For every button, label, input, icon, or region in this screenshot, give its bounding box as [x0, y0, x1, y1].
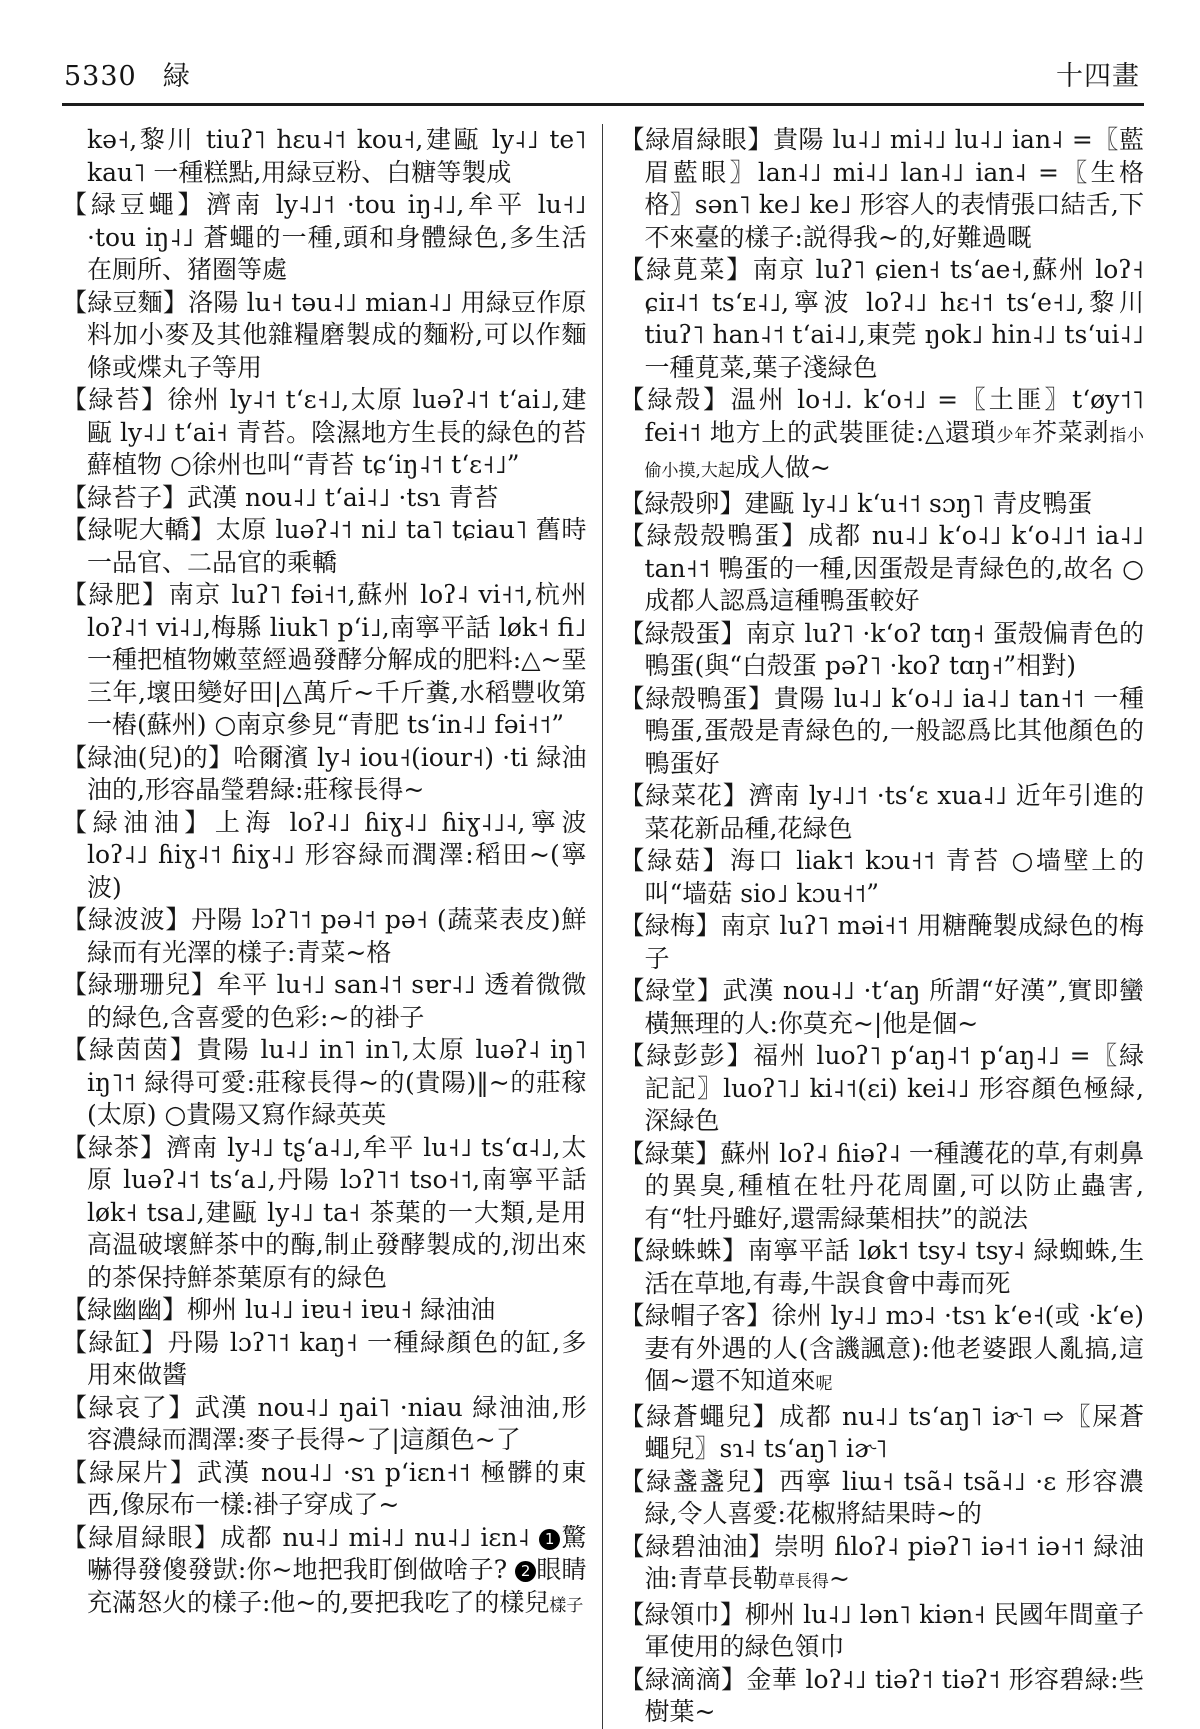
dictionary-entry	[620, 1040, 1145, 1138]
dictionary-entry	[62, 1457, 587, 1522]
dictionary-entry	[620, 683, 1145, 781]
entry-text: 南京 luʔ˥ məi˧˦ 用糖醃製成緑色的梅子	[644, 911, 1144, 973]
entry-headword: 【緑梅】	[619, 911, 721, 940]
entry-headword: 【緑眉緑眼】	[62, 1522, 221, 1552]
entry-text: kə˧,黎川 tiuʔ˥ hɛu˨˦ kou˧,建甌 ly˨˩ te˥ kau˥ 一種糕點,用緑豆粉、白糖等製成	[87, 125, 587, 187]
entry-headword: 【緑莧菜】	[619, 255, 753, 284]
entry-text: 柳州 lu˨˩ iɐu˧ iɐu˧ 緑油油	[187, 1295, 496, 1324]
entry-text: 南京 luʔ˥ ɕien˧ tsʻae˧,蘇州 loʔ˧ ɕiɪ˨˦ tsʻᴇ˨˩,寧波 loʔ˨˩ hɛ˧˦ tsʻe˧˩,黎川 tiuʔ˥ han˨˦ tʻai˨˩,東莞 ŋok˩ hin˨˩ tsʻui˨˩ 一種莧菜,葉子淺緑色	[644, 255, 1144, 382]
dictionary-entry	[62, 514, 587, 579]
entry-annotation-small: 少年	[996, 425, 1032, 446]
entry-headword: 【緑肥】	[62, 580, 169, 609]
entry-headword: 【緑菜花】	[619, 781, 749, 810]
dictionary-entry	[620, 1235, 1145, 1300]
dictionary-entry	[62, 287, 587, 385]
entry-text: 眼睛充滿怒火的樣子:他~的,要把我吃了的樣兒	[87, 1555, 587, 1617]
entry-text: 柳州 lu˨˩ lən˥ kiən˧ 民國年間童子軍使用的緑色領巾	[644, 1599, 1144, 1661]
entry-text: 西寧 liɯ˧ tsã˨ tsã˨˩ ·ɛ 形容濃緑,令人喜愛:花椒將結果時~的	[644, 1466, 1144, 1528]
entry-headword: 【緑蒼蠅兒】	[619, 1401, 780, 1431]
entry-headword: 【緑茵茵】	[62, 1035, 197, 1064]
entry-headword: 【緑盞盞兒】	[619, 1466, 780, 1496]
dictionary-entry	[62, 579, 587, 742]
dictionary-entry	[62, 124, 587, 189]
entry-headword: 【緑帽子客】	[619, 1301, 772, 1330]
dictionary-entry	[62, 1132, 587, 1295]
entry-headword: 【緑彭彭】	[619, 1041, 754, 1070]
dictionary-entry	[62, 1034, 587, 1132]
dictionary-entry	[620, 1466, 1145, 1531]
entry-annotation-small: 草長得	[777, 1572, 829, 1592]
dictionary-entry	[620, 1664, 1145, 1729]
left-column	[62, 124, 603, 1729]
dictionary-entry	[620, 845, 1145, 910]
entry-headword: 【緑茶】	[62, 1132, 167, 1162]
entry-text: 武漢 nou˨˩ tʻai˨˩ ·tsɿ 青苔	[187, 482, 499, 512]
dictionary-entry	[620, 124, 1145, 254]
dictionary-entry	[620, 384, 1145, 488]
dictionary-entry	[620, 488, 1145, 521]
entry-headword: 【緑堂】	[619, 976, 723, 1005]
entry-headword: 【緑碧油油】	[619, 1531, 774, 1561]
entry-headword: 【緑呢大轎】	[62, 515, 216, 544]
entry-headword: 【緑波波】	[62, 905, 192, 934]
entry-headword: 【緑屎片】	[62, 1457, 198, 1487]
dictionary-entry	[620, 780, 1145, 845]
circled-number: 2	[515, 1561, 536, 1582]
entry-headword: 【緑珊珊兒】	[62, 970, 217, 999]
entry-text: 南京 luʔ˥ ·kʻoʔ tɑŋ˧ 蛋殻偏青色的鴨蛋(與“白殻蛋 pəʔ˥ ·koʔ tɑŋ˧”相對)	[644, 618, 1144, 680]
entry-text: 蘇州 loʔ˨ ɦiəʔ˨ 一種護花的草,有刺鼻的異臭,種植在牡丹花周圍,可以防止蟲害,有“牡丹雖好,還需緑葉相扶”的説法	[644, 1138, 1144, 1233]
entry-text: 上海 loʔ˨˩ ɦiɣ˨˩ ɦiɣ˨˩˨,寧波 loʔ˨˩ ɦiɣ˨˦ ɦiɣ˨˩ 形容緑而潤澤:稻田~(寧波)	[87, 807, 587, 902]
entry-headword: 【緑滴滴】	[619, 1664, 747, 1694]
entry-text: 武漢 nou˨˩ ·tʻaŋ 所謂“好漢”,實即蠻橫無理的人:你莫充~|他是個~	[644, 976, 1144, 1038]
entry-text: 濟南 ly˨˩˦ ·tsʻɛ xua˨˩ 近年引進的菜花新品種,花緑色	[644, 781, 1144, 843]
text-columns	[62, 124, 1144, 1729]
entry-text: 徐州 ly˨˩ mɔ˨ ·tsɿ kʻe˧(或 ·kʻe) 妻有外遇的人(含譏諷意):他老婆跟人亂搞,這個~還不知道來	[644, 1301, 1144, 1395]
entry-annotation-small: 樣子	[549, 1595, 584, 1616]
entry-text: 洛陽 lu˧ təu˨˩ mian˨˩ 用緑豆作原料加小麥及其他雜糧磨製成的麵粉,可以作麵條或煠丸子等用	[87, 287, 587, 382]
dictionary-entry	[620, 1531, 1145, 1599]
entry-text: 崇明 ɦloʔ˨ piəʔ˥ iə˧˦ iə˧˦ 緑油油:青草長勒	[644, 1531, 1144, 1593]
entry-text: 貴陽 lu˨˩ kʻo˨˩ ia˨˩ tan˧˦ 一種鴨蛋,蛋殻是青緑色的,一般認爲比其他顏色的鴨蛋好	[644, 683, 1144, 778]
dictionary-entry	[62, 189, 587, 287]
dictionary-entry	[620, 1401, 1145, 1466]
dictionary-entry	[620, 618, 1145, 683]
entry-annotation-small: 指小偷小摸,大起	[644, 425, 1144, 481]
entry-headword: 【緑豆蠅】	[62, 190, 207, 219]
entry-text: ~	[828, 1564, 850, 1593]
dictionary-entry	[62, 482, 587, 515]
dictionary-entry	[620, 520, 1145, 618]
entry-text: 貴陽 lu˨˩ mi˨˩ lu˨˩ ian˨ =〖藍眉藍眼〗lan˨˩ mi˨˩ lan˨˩ ian˨ =〖生格格〗sən˥ ke˩ ke˩ 形容人的表情張口結舌,下不來臺的樣子:説得我~的,好難過嘅	[644, 125, 1144, 252]
entry-text: 徐州 ly˨˦ tʻɛ˧˩,太原 luəʔ˨˦ tʻai˩,建甌 ly˨˩ tʻai˧ 青苔。陰濕地方生長的緑色的苔蘚植物 ○徐州也叫“青苔 tɕʻiŋ˨˦ tʻɛ˧˩”	[87, 385, 587, 479]
dictionary-entry	[62, 904, 587, 969]
entry-text: 南京 luʔ˥ fəi˧˦,蘇州 loʔ˨ vi˧˦,杭州 loʔ˨˦ vi˨˩,梅縣 liuk˥ pʻi˩,南寧平話 løk˧ fi˩ 一種把植物嫩莖經過發酵分解成的肥料:△~堊三年,壞田變好田|△萬斤~千斤糞,水稻豐收第一樁(蘇州) ○南京參見“青肥 tsʻin˨˩ fəi˧˦”	[87, 580, 587, 739]
dictionary-entry	[620, 910, 1145, 975]
radical-char: 緑	[162, 61, 191, 92]
entry-headword: 【緑菇】	[619, 846, 731, 875]
dictionary-entry	[620, 975, 1145, 1040]
entry-headword: 【緑缸】	[62, 1327, 168, 1357]
entry-text: 成人做~	[734, 453, 831, 482]
entry-text: 南寧平話 løk˦ tsy˨ tsy˨ 緑蜘蛛,生活在草地,有毒,牛誤食會中毒而死	[644, 1236, 1144, 1298]
entry-text: 成都 nu˨˩ tsʻaŋ˥ iɚ˥ ⇨〖屎蒼蠅兒〗sɿ˨ tsʻaŋ˥ iɚ˥	[644, 1401, 1144, 1463]
entry-text: 福州 luoʔ˥ pʻaŋ˨˦ pʻaŋ˨˩ =〖緑記記〗luoʔ˥˩ ki˨˦(ɛi) kei˨˩ 形容顏色極緑,深緑色	[644, 1041, 1144, 1135]
entry-text: 牟平 lu˧˩ san˨˦ sɐr˨˩ 透着微微的緑色,含喜愛的色彩:~的褂子	[87, 970, 587, 1032]
entry-text: 丹陽 lɔʔ˥˦ kaŋ˧ 一種緑顏色的缸,多用來做醬	[87, 1327, 587, 1389]
dictionary-entry	[620, 254, 1145, 384]
page-number: 5330	[64, 61, 137, 92]
entry-headword: 【緑豆麵】	[62, 287, 189, 317]
entry-headword: 【緑油油】	[62, 807, 215, 837]
dictionary-entry	[62, 1294, 587, 1327]
entry-text: 丹陽 lɔʔ˥˦ pə˨˦ pə˧ (蔬菜表皮)鮮緑而有光澤的樣子:青菜~格	[87, 905, 587, 967]
entry-text: 芥菜剥	[1032, 417, 1110, 447]
entry-headword: 【緑油(兒)的】	[62, 742, 234, 772]
dictionary-entry	[62, 807, 587, 905]
dictionary-entry	[62, 384, 587, 482]
entry-headword: 【緑苔】	[62, 385, 168, 414]
dictionary-entry	[62, 969, 587, 1034]
entry-text: 温州 lo˧˩. kʻo˧˩ =〖土匪〗tʻøy˦˥ fei˧˦ 地方上的武裝匪徒:△還瑣	[644, 385, 1144, 447]
dictionary-entry	[620, 1138, 1145, 1236]
entry-headword: 【緑蛛蛛】	[619, 1236, 748, 1265]
right-column	[603, 124, 1145, 1729]
entry-annotation-small: 呢	[815, 1374, 833, 1394]
entry-headword: 【緑眉緑眼】	[619, 125, 773, 154]
entry-text: 建甌 ly˨˩ kʻu˧˦ sɔŋ˥ 青皮鴨蛋	[744, 488, 1093, 518]
entry-headword: 【緑殻】	[619, 385, 731, 414]
entry-text: 金華 loʔ˨˩ tiəʔ˦ tiəʔ˦ 形容碧緑:些樹葉~	[644, 1664, 1144, 1726]
entry-text: 驚嚇得發傻發獃:你~地把我盯倒做啥子?	[87, 1522, 587, 1584]
circled-number: 1	[539, 1529, 560, 1550]
dictionary-entry	[62, 1522, 587, 1623]
page-header	[62, 54, 1144, 93]
entry-text: 太原 luəʔ˨˦ ni˩ ta˥ tɕiau˥ 舊時一品官、二品官的乘轎	[87, 515, 587, 577]
entry-text: 成都 nu˨˩ kʻo˨˩ kʻo˨˩˦ ia˨˩ tan˧˦ 鴨蛋的一種,因蛋殻是青緑色的,故名 ○成都人認爲這種鴨蛋較好	[644, 521, 1144, 615]
entry-text: 武漢 nou˨˩ ŋai˥ ·niau 緑油油,形容濃緑而潤澤:麥子長得~了|這顏色~了	[87, 1392, 587, 1454]
entry-headword: 【緑哀了】	[62, 1392, 195, 1422]
entry-text: 濟南 ly˨˩ tʂʻa˨˩,牟平 lu˧˩ tsʻɑ˨˩,太原 luəʔ˨˦ tsʻa˩,丹陽 lɔʔ˥˦ tso˧˦,南寧平話 løk˧ tsa˩,建甌 ly˨˩ ta˧ 茶葉的一大類,是用高温破壞鮮茶中的酶,制止發酵製成的,沏出來的茶保持鮮茶葉原有的緑色	[87, 1132, 587, 1292]
dictionary-entry	[62, 1392, 587, 1457]
entry-text: 海口 liak˦ kɔu˧˦ 青苔 ○墙壁上的叫“墙菇 sio˩ kɔu˧˦”	[644, 846, 1144, 908]
entry-headword: 【緑殻鴨蛋】	[619, 683, 774, 713]
entry-headword: 【緑領巾】	[619, 1599, 745, 1629]
dictionary-entry	[62, 742, 587, 807]
entry-headword: 【緑殻卵】	[619, 488, 745, 518]
entry-headword: 【緑殻殻鴨蛋】	[619, 521, 809, 550]
entry-text: 貴陽 lu˨˩ in˥ in˥,太原 luəʔ˨ iŋ˥ iŋ˥˦ 緑得可愛:莊稼長得~的(貴陽)‖~的莊稼(太原) ○貴陽又寫作緑英英	[87, 1035, 587, 1129]
entry-text: 成都 nu˨˩ mi˨˩ nu˨˩ iɛn˨	[220, 1522, 540, 1552]
entry-headword: 【緑葉】	[619, 1138, 721, 1168]
entry-headword: 【緑苔子】	[62, 482, 188, 512]
dictionary-entry	[620, 1300, 1145, 1401]
entry-text: 哈爾濱 ly˨ iou˧(iour˧) ·ti 緑油油的,形容晶瑩碧緑:莊稼長得~	[87, 742, 587, 804]
entry-headword: 【緑殻蛋】	[619, 618, 746, 648]
dictionary-entry	[62, 1327, 587, 1392]
entry-headword: 【緑幽幽】	[62, 1295, 188, 1324]
entry-text: 濟南 ly˨˩˦ ·tou iŋ˨˩,牟平 lu˧˩ ·tou iŋ˨˩ 蒼蠅的一種,頭和身體緑色,多生活在厠所、猪圈等處	[87, 190, 587, 284]
header-rule	[62, 103, 1144, 106]
dictionary-entry	[620, 1599, 1145, 1664]
stroke-section: 十四畫	[1056, 61, 1140, 92]
entry-text: 武漢 nou˨˩ ·sɿ pʻiɛn˧˦ 極髒的東西,像尿布一樣:褂子穿成了~	[87, 1457, 587, 1519]
